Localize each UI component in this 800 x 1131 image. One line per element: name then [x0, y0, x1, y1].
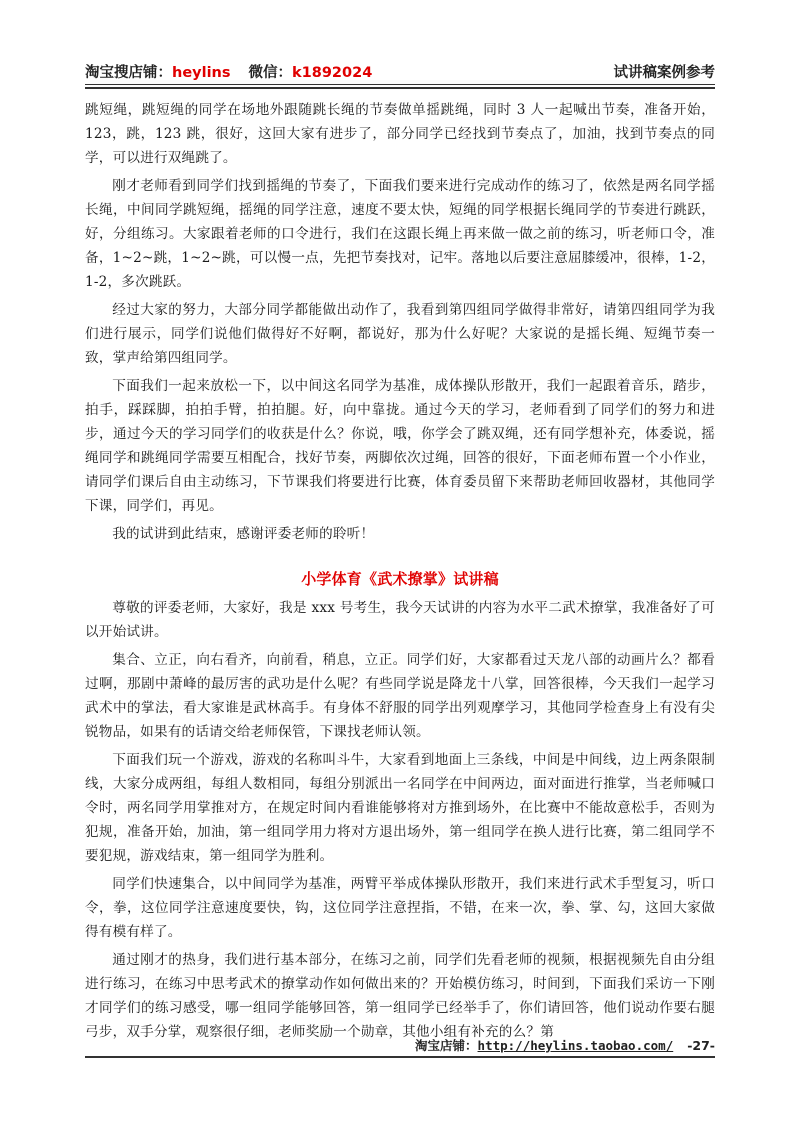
document-body [85, 98, 715, 1048]
paragraph: 尊敬的评委老师，大家好，我是 xxx 号考生，我今天试讲的内容为水平二武术撩掌，我准备好了可以开始试讲。 [85, 600, 715, 640]
footer-label: 淘宝店铺： [415, 1038, 478, 1053]
header-wechat-id: k1892024 [292, 65, 373, 81]
header-wechat-label: 微信： [248, 65, 293, 81]
header-title: 试讲稿案例参考 [613, 65, 715, 81]
page-header [85, 58, 715, 82]
section-title: 小学体育《武术撩掌》试讲稿 [301, 570, 499, 588]
footer-shop-link[interactable]: http://heylins.taobao.com/ [477, 1038, 674, 1053]
page-footer [85, 1038, 715, 1058]
header-shop-label: 淘宝搜店铺： [85, 65, 172, 81]
header-shop-name: heylins [172, 65, 231, 81]
paragraph: 下面我们一起来放松一下，以中间这名同学为基准，成体操队形散开，我们一起跟着音乐，踏步，拍手，踩踩脚，拍拍手臂，拍拍腿。好，向中靠拢。通过今天的学习，老师看到了同学们的努力和进步，通过今天的学习同学们的收获是什么？你说，哦，你学会了跳双绳，还有同学想补充，体委说，摇绳同学和跳绳同学需要互相配合，找好节奏，两脚依次过绳，回答的很好，下面老师布置一个小作业，请同学们课后自由主动练习，下节课我们将要进行比赛，体育委员留下来帮助老师回收器材，其他同学下课，同学们，再见。 [85, 378, 715, 514]
paragraph: 下面我们玩一个游戏，游戏的名称叫斗牛，大家看到地面上三条线，中间是中间线，边上两条限制线，大家分成两组，每组人数相同，每组分别派出一名同学在中间两边，面对面进行推掌，当老师喊口令时，两名同学用掌推对方，在规定时间内看谁能够将对方推到场外，在比赛中不能故意松手，否则为犯规，准备开始，加油，第一组同学用力将对方退出场外，第一组同学在换人进行比赛，第二组同学不要犯规，游戏结束，第一组同学为胜利。 [85, 752, 715, 864]
header-shop-info [85, 61, 372, 82]
paragraph: 跳短绳，跳短绳的同学在场地外跟随跳长绳的节奏做单摇跳绳，同时 3 人一起喊出节奏，准备开始，123，跳，123 跳，很好，这回大家有进步了，部分同学已经找到节奏点了，加油，找到节奏点的同学，可以进行双绳跳了。 [85, 102, 715, 166]
header-rule-thick [85, 87, 715, 89]
page-number: -27- [687, 1038, 715, 1053]
header-rule [85, 84, 715, 85]
paragraph: 同学们快速集合，以中间同学为基准，两臂平举成体操队形散开，我们来进行武术手型复习，听口令，拳，这位同学注意速度要快，钩，这位同学注意捏指，不错，在来一次，拳、掌、勾，这回大家做得有模有样了。 [85, 876, 715, 940]
paragraph: 经过大家的努力，大部分同学都能做出动作了，我看到第四组同学做得非常好，请第四组同学为我们进行展示，同学们说他们做得好不好啊，都说好，那为什么好呢？大家说的是摇长绳、短绳节奏一致，掌声给第四组同学。 [85, 302, 715, 366]
paragraph: 集合、立正，向右看齐，向前看，稍息，立正。同学们好，大家都看过天龙八部的动画片么？都看过啊，那剧中萧峰的最厉害的武功是什么呢？有些同学说是降龙十八掌，回答很棒，今天我们一起学习武术中的掌法，看大家谁是武林高手。有身体不舒服的同学出列观摩学习，其他同学检查身上有没有尖锐物品，如果有的话请交给老师保管，下课找老师认领。 [85, 652, 715, 740]
paragraph: 我的试讲到此结束，感谢评委老师的聆听！ [112, 526, 375, 542]
paragraph: 刚才老师看到同学们找到摇绳的节奏了，下面我们要来进行完成动作的练习了，依然是两名同学摇长绳，中间同学跳短绳，摇绳的同学注意，速度不要太快，短绳的同学根据长绳同学的节奏进行跳跃，好，分组练习。大家跟着老师的口令进行，我们在这跟长绳上再来做一做之前的练习，听老师口令，准备，1~2~跳，1~2~跳，可以慢一点，先把节奏找对，记牢。落地以后要注意屈膝缓冲，很棒，1-2，1-2，多次跳跃。 [85, 178, 715, 290]
paragraph: 通过刚才的热身，我们进行基本部分，在练习之前，同学们先看老师的视频，根据视频先自由分组进行练习，在练习中思考武术的撩掌动作如何做出来的？开始模仿练习，时间到，下面我们采访一下刚才同学们的练习感受，哪一组同学能够回答，第一组同学已经举手了，你们请回答，他们说动作要右腿弓步，双手分掌，观察很仔细，老师奖励一个勋章，其他小组有补充的么？第 [85, 952, 715, 1040]
